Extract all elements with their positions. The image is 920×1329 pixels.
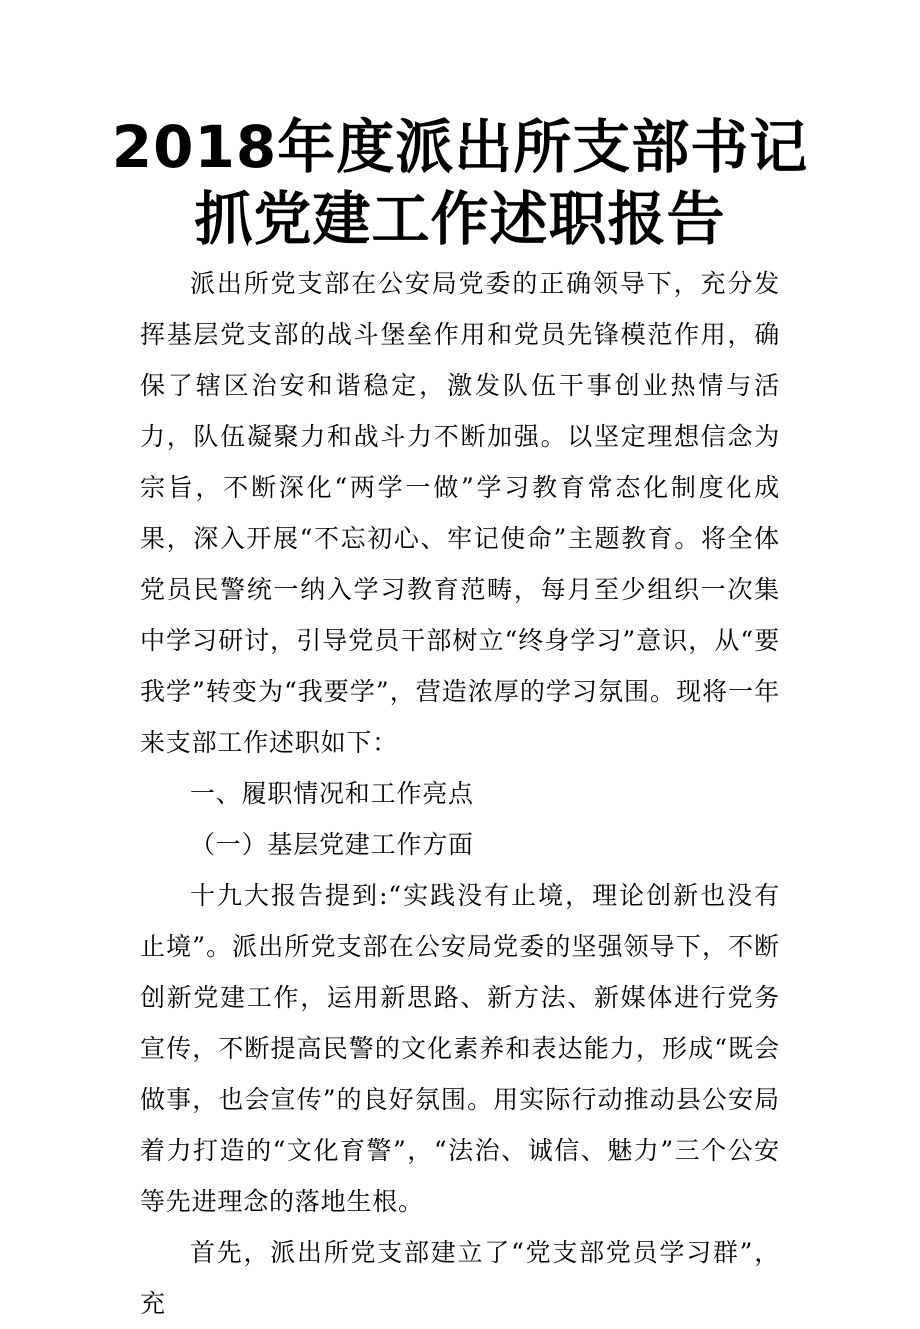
paragraph-first: 首先，派出所党支部建立了“党支部党员学习群”，充 xyxy=(140,1238,780,1318)
document-body xyxy=(140,258,780,1329)
paragraph-party-building: 十九大报告提到:“实践没有止境，理论创新也没有止境”。派出所党支部在公安局党委的坚强领导下，不断创新党建工作，运用新思路、新方法、新媒体进行党务宣传，不断提高民警的文化素养和表达能力，形成“既会做事，也会宣传”的良好氛围。用实际行动推动县公安局着力打造的“文化育警”，“法治、诚信、魅力”三个公安等先进理念的落地生根。 xyxy=(140,881,780,1216)
document-title-line-1: 2018年度派出所支部书记 xyxy=(111,113,809,181)
paragraph-intro: 派出所党支部在公安局党委的正确领导下，充分发挥基层党支部的战斗堡垒作用和党员先锋模范作用，确保了辖区治安和谐稳定，激发队伍干事创业热情与活力，队伍凝聚力和战斗力不断加强。以坚定理想信念为宗旨，不断深化“两学一做”学习教育常态化制度化成果，深入开展“不忘初心、牢记使命”主题教育。将全体党员民警统一纳入学习教育范畴，每月至少组织一次集中学习研讨，引导党员干部树立“终身学习”意识，从“要我学”转变为“我要学”，营造浓厚的学习氛围。现将一年来支部工作述职如下： xyxy=(140,269,780,757)
subsection-heading: （一）基层党建工作方面 xyxy=(190,830,474,859)
section-heading: 一、履职情况和工作亮点 xyxy=(190,779,474,808)
document-title-line-2: 抓党建工作述职报告 xyxy=(194,185,726,253)
